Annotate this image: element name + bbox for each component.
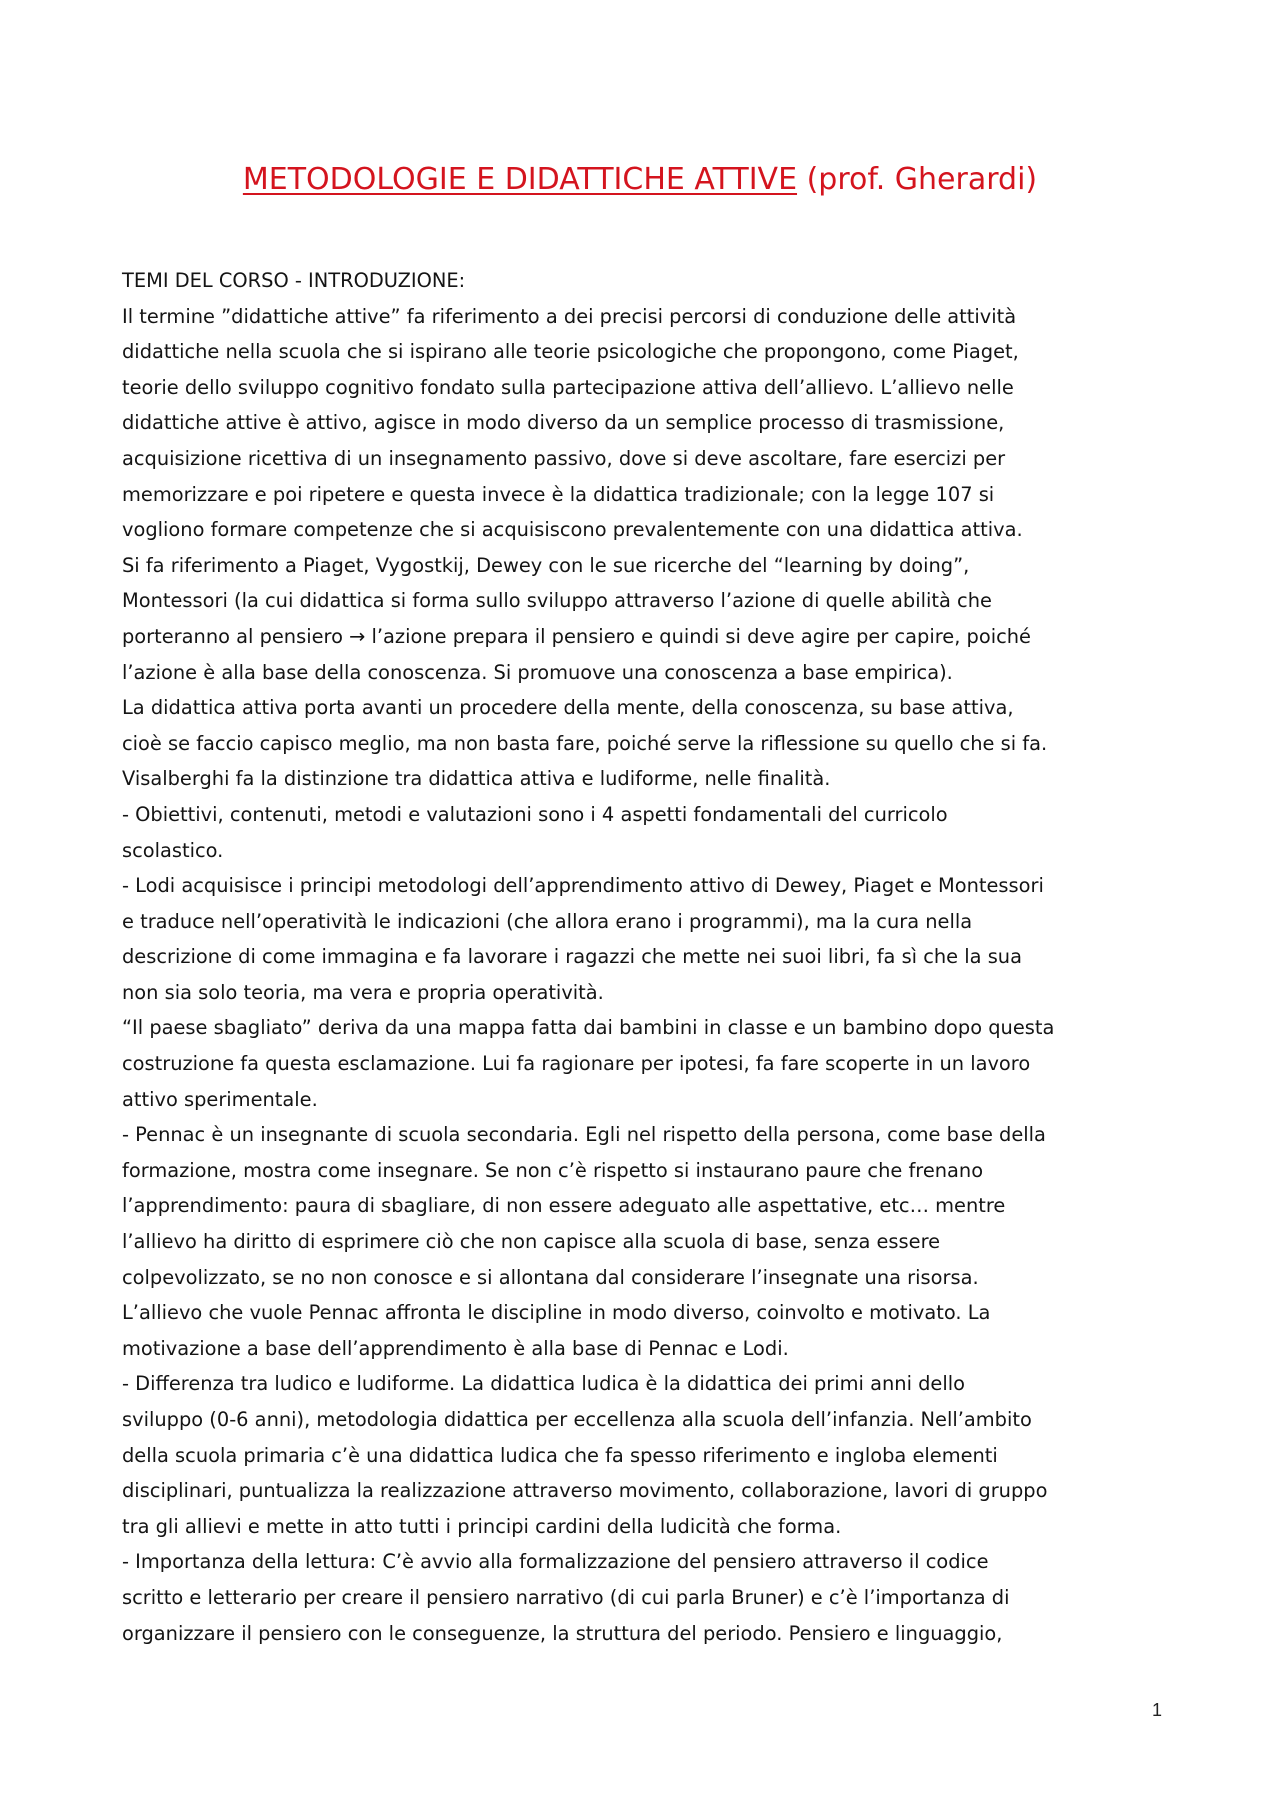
- text-line: L’allievo che vuole Pennac affronta le discipline in modo diverso, coinvolto e motivato. La: [122, 1301, 991, 1325]
- text-line: vogliono formare competenze che si acquisiscono prevalentemente con una didattica attiva.: [122, 518, 1023, 542]
- text-line: Si fa riferimento a Piaget, Vygostkij, Dewey con le sue ricerche del “learning by doing”,: [122, 553, 970, 577]
- text-line: La didattica attiva porta avanti un procedere della mente, della conoscenza, su base attiva,: [122, 696, 1014, 720]
- text-line: l’apprendimento: paura di sbagliare, di non essere adeguato alle aspettative, etc… mentre: [122, 1194, 1006, 1218]
- text-line: attivo sperimentale.: [122, 1087, 318, 1111]
- text-line: cioè se faccio capisco meglio, ma non basta fare, poiché serve la riflessione su quello che si fa.: [122, 731, 1048, 755]
- text-line: scritto e letterario per creare il pensiero narrativo (di cui parla Bruner) e c’è l’importanza di: [122, 1585, 1010, 1609]
- text-line: e traduce nell’operatività le indicazioni (che allora erano i programmi), ma la cura nella: [122, 909, 973, 933]
- text-line: sviluppo (0-6 anni), metodologia didattica per eccellenza alla scuola dell’infanzia. Nell’ambito: [122, 1408, 1032, 1431]
- body-text: [122, 263, 1174, 1651]
- text-line: l’allievo ha diritto di esprimere ciò che non capisce alla scuola di base, senza essere: [122, 1230, 941, 1254]
- title-suffix: (prof. Gherardi): [797, 162, 1038, 197]
- text-line: teorie dello sviluppo cognitivo fondato sulla partecipazione attiva dell’allievo. L’allievo nelle: [122, 375, 1014, 399]
- text-line: della scuola primaria c’è una didattica ludica che fa spesso riferimento e ingloba elementi: [122, 1443, 998, 1467]
- text-line: descrizione di come immagina e fa lavorare i ragazzi che mette nei suoi libri, fa sì che la sua: [122, 945, 1022, 969]
- text-line: Visalberghi fa la distinzione tra didattica attiva e ludiforme, nelle finalità.: [122, 767, 831, 791]
- text-line: motivazione a base dell’apprendimento è alla base di Pennac e Lodi.: [122, 1336, 789, 1360]
- title-main: METODOLOGIE E DIDATTICHE ATTIVE: [242, 162, 798, 197]
- text-line: - Differenza tra ludico e ludiforme. La didattica ludica è la didattica dei primi anni dello: [122, 1372, 965, 1396]
- text-line: memorizzare e poi ripetere e questa invece è la didattica tradizionale; con la legge 107 si: [122, 482, 995, 506]
- text-line: “Il paese sbagliato” deriva da una mappa fatta dai bambini in classe e un bambino dopo questa: [122, 1016, 1055, 1040]
- text-line: tra gli allievi e mette in atto tutti i principi cardini della ludicità che forma.: [122, 1514, 842, 1538]
- text-line: porteranno al pensiero → l’azione prepara il pensiero e quindi si deve agire per capire, poiché: [122, 624, 1031, 648]
- text-line: organizzare il pensiero con le conseguenze, la struttura del periodo. Pensiero e linguaggio,: [122, 1621, 1003, 1645]
- text-line: didattiche attive è attivo, agisce in modo diverso da un semplice processo di trasmissione,: [122, 411, 1005, 435]
- text-line: Il termine ”didattiche attive” fa riferimento a dei precisi percorsi di conduzione delle attività: [122, 304, 1017, 328]
- text-line: non sia solo teoria, ma vera e propria operatività.: [122, 980, 604, 1004]
- text-line: - Obiettivi, contenuti, metodi e valutazioni sono i 4 aspetti fondamentali del curricolo: [122, 802, 948, 826]
- text-line: - Importanza della lettura: C’è avvio alla formalizzazione del pensiero attraverso il codice: [122, 1550, 989, 1574]
- text-line: l’azione è alla base della conoscenza. Si promuove una conoscenza a base empirica).: [122, 660, 953, 684]
- text-line: - Lodi acquisisce i principi metodologi dell’apprendimento attivo di Dewey, Piaget e Montessori: [122, 874, 1044, 898]
- text-line: - Pennac è un insegnante di scuola secondaria. Egli nel rispetto della persona, come base della: [122, 1123, 1046, 1147]
- text-line: disciplinari, puntualizza la realizzazione attraverso movimento, collaborazione, lavori di gruppo: [122, 1479, 1048, 1503]
- text-line: formazione, mostra come insegnare. Se non c’è rispetto si instaurano paure che frenano: [122, 1158, 984, 1182]
- text-line: scolastico.: [122, 838, 224, 862]
- text-line: TEMI DEL CORSO - INTRODUZIONE:: [122, 269, 466, 292]
- text-line: colpevolizzato, se no non conosce e si allontana dal considerare l’insegnate una risorsa.: [122, 1265, 979, 1289]
- page-number: 1: [1151, 1700, 1162, 1720]
- text-line: costruzione fa questa esclamazione. Lui fa ragionare per ipotesi, fa fare scoperte in un lavoro: [122, 1052, 1031, 1076]
- text-line: Montessori (la cui didattica si forma sullo sviluppo attraverso l’azione di quelle abilità che: [122, 589, 992, 613]
- text-line: acquisizione ricettiva di un insegnamento passivo, dove si deve ascoltare, fare esercizi per: [122, 446, 1006, 470]
- page-title: [0, 158, 1280, 202]
- text-line: didattiche nella scuola che si ispirano alle teorie psicologiche che propongono, come Piaget,: [122, 340, 1019, 364]
